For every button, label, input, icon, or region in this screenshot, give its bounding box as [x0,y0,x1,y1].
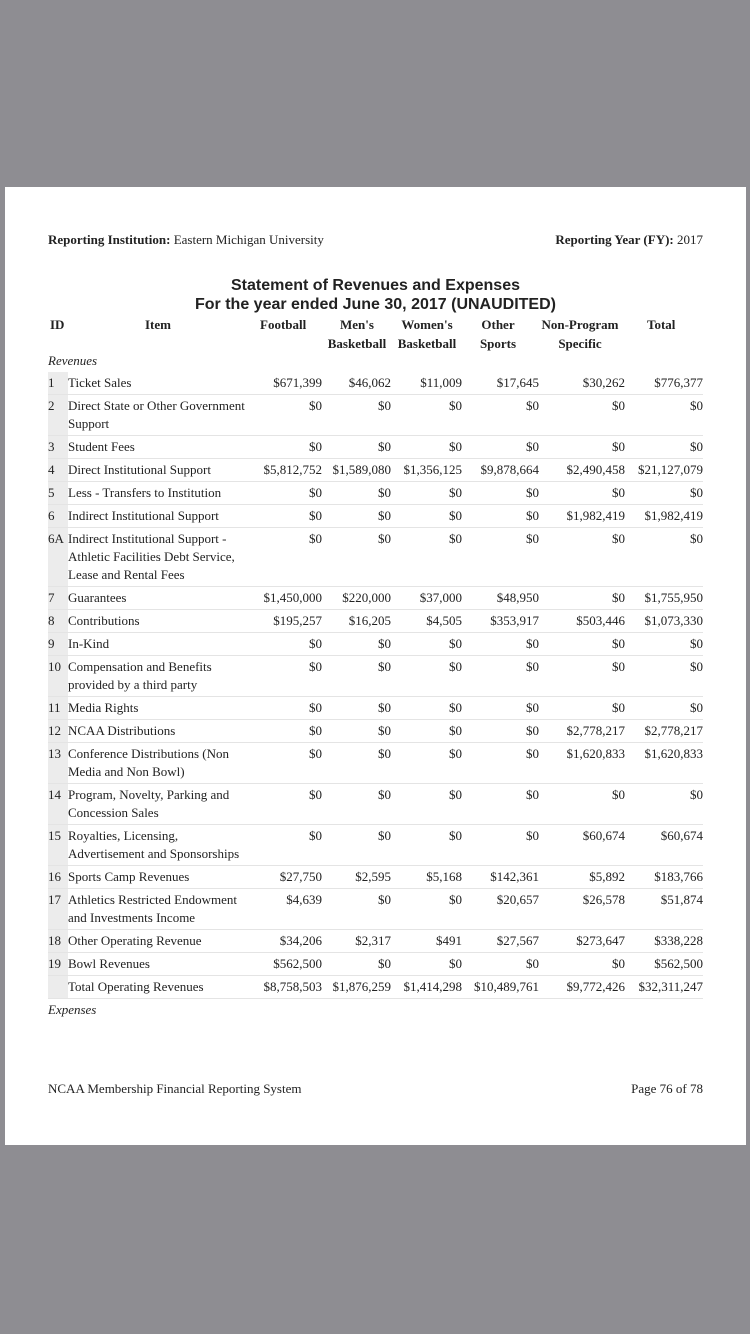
cell-total: $60,674 [625,825,703,866]
cell-mens-basketball: $0 [322,436,391,459]
col-header-other-line1: Other [481,317,515,332]
institution-value: Eastern Michigan University [173,232,324,247]
row-id: 11 [48,697,68,720]
cell-total: $338,228 [625,930,703,953]
cell-other-sports: $0 [462,528,539,587]
institution-label: Reporting Institution: [48,232,171,247]
row-id: 19 [48,953,68,976]
cell-total: $0 [625,784,703,825]
col-header-other-line2: Sports [479,336,517,351]
col-header-total: Total [647,317,676,332]
row-id: 18 [48,930,68,953]
col-header-womens-line1: Women's [401,317,453,332]
cell-mens-basketball: $0 [322,784,391,825]
cell-mens-basketball: $0 [322,743,391,784]
reporting-institution [48,232,324,248]
cell-womens-basketball: $0 [391,482,462,505]
col-header-item: Item [145,317,171,332]
row-id: 1 [48,372,68,395]
cell-non-program: $1,982,419 [539,505,625,528]
table-row [48,743,703,784]
row-id [48,976,68,999]
row-item: Sports Camp Revenues [68,866,251,889]
cell-non-program: $0 [539,482,625,505]
table-row [48,610,703,633]
col-header-mens-basketball [321,315,393,353]
cell-mens-basketball: $46,062 [322,372,391,395]
cell-other-sports: $0 [462,482,539,505]
cell-football: $0 [251,505,322,528]
cell-football: $4,639 [251,889,322,930]
cell-football: $195,257 [251,610,322,633]
cell-total: $51,874 [625,889,703,930]
row-id: 7 [48,587,68,610]
table-row [48,587,703,610]
cell-other-sports: $0 [462,505,539,528]
cell-football: $27,750 [251,866,322,889]
cell-total: $776,377 [625,372,703,395]
table-row [48,528,703,587]
row-item: Indirect Institutional Support - Athletic Facilities Debt Service, Lease and Rental Fees [68,528,251,587]
cell-total: $0 [625,697,703,720]
cell-other-sports: $0 [462,697,539,720]
cell-total: $1,073,330 [625,610,703,633]
cell-non-program: $0 [539,953,625,976]
table-row [48,720,703,743]
cell-mens-basketball: $0 [322,633,391,656]
cell-other-sports: $0 [462,784,539,825]
row-id: 2 [48,395,68,436]
cell-football: $0 [251,436,322,459]
table-row [48,866,703,889]
col-header-non-program-specific [534,315,626,353]
revenues-table [48,350,703,1021]
cell-womens-basketball: $5,168 [391,866,462,889]
row-item: Athletics Restricted Endowment and Investments Income [68,889,251,930]
cell-other-sports: $20,657 [462,889,539,930]
cell-non-program: $1,620,833 [539,743,625,784]
cell-football: $0 [251,656,322,697]
cell-total: $0 [625,436,703,459]
row-item: Direct State or Other Government Support [68,395,251,436]
cell-football: $562,500 [251,953,322,976]
cell-non-program: $5,892 [539,866,625,889]
statement-subtitle: For the year ended June 30, 2017 (UNAUDITED) [195,296,556,313]
row-id: 9 [48,633,68,656]
table-row [48,697,703,720]
row-id: 13 [48,743,68,784]
table-row [48,633,703,656]
col-header-football: Football [260,317,307,332]
cell-other-sports: $10,489,761 [462,976,539,999]
cell-mens-basketball: $2,317 [322,930,391,953]
row-id: 6 [48,505,68,528]
cell-non-program: $2,778,217 [539,720,625,743]
cell-womens-basketball: $0 [391,953,462,976]
cell-other-sports: $0 [462,395,539,436]
table-row [48,976,703,999]
row-item: Guarantees [68,587,251,610]
cell-other-sports: $0 [462,825,539,866]
cell-football: $1,450,000 [251,587,322,610]
cell-football: $0 [251,395,322,436]
col-header-womens-line2: Basketball [397,336,457,351]
row-item: Ticket Sales [68,372,251,395]
cell-football: $5,812,752 [251,459,322,482]
cell-total: $1,620,833 [625,743,703,784]
reporting-year [555,232,703,248]
cell-total: $1,982,419 [625,505,703,528]
cell-womens-basketball: $11,009 [391,372,462,395]
row-item: Direct Institutional Support [68,459,251,482]
cell-football: $0 [251,720,322,743]
row-item: Contributions [68,610,251,633]
cell-football: $0 [251,528,322,587]
col-header-womens-basketball [391,315,463,353]
col-header-id: ID [50,317,65,332]
cell-total: $0 [625,528,703,587]
cell-mens-basketball: $0 [322,889,391,930]
cell-non-program: $0 [539,784,625,825]
cell-womens-basketball: $0 [391,436,462,459]
cell-total: $562,500 [625,953,703,976]
row-item: Total Operating Revenues [68,976,251,999]
cell-football: $0 [251,743,322,784]
cell-non-program: $2,490,458 [539,459,625,482]
cell-womens-basketball: $0 [391,633,462,656]
section-label: Revenues [48,353,98,368]
cell-other-sports: $0 [462,436,539,459]
cell-mens-basketball: $220,000 [322,587,391,610]
cell-non-program: $60,674 [539,825,625,866]
col-header-other-sports [473,315,523,353]
cell-womens-basketball: $0 [391,825,462,866]
row-item: Other Operating Revenue [68,930,251,953]
cell-womens-basketball: $0 [391,697,462,720]
year-label: Reporting Year (FY): [555,232,674,247]
cell-other-sports: $353,917 [462,610,539,633]
table-row [48,930,703,953]
row-id: 8 [48,610,68,633]
cell-mens-basketball: $0 [322,953,391,976]
cell-total: $183,766 [625,866,703,889]
cell-mens-basketball: $0 [322,395,391,436]
row-item: Program, Novelty, Parking and Concession Sales [68,784,251,825]
cell-womens-basketball: $37,000 [391,587,462,610]
row-id: 6A [48,528,68,587]
cell-non-program: $0 [539,528,625,587]
row-item: Royalties, Licensing, Advertisement and Sponsorships [68,825,251,866]
cell-total: $32,311,247 [625,976,703,999]
cell-non-program: $0 [539,656,625,697]
cell-football: $34,206 [251,930,322,953]
cell-football: $8,758,503 [251,976,322,999]
cell-total: $0 [625,633,703,656]
row-id: 12 [48,720,68,743]
table-row [48,889,703,930]
row-item: NCAA Distributions [68,720,251,743]
cell-non-program: $9,772,426 [539,976,625,999]
row-id: 17 [48,889,68,930]
row-item: Media Rights [68,697,251,720]
cell-womens-basketball: $0 [391,395,462,436]
row-item: Conference Distributions (Non Media and Non Bowl) [68,743,251,784]
cell-total: $1,755,950 [625,587,703,610]
section-expenses [48,999,703,1022]
cell-mens-basketball: $2,595 [322,866,391,889]
section-label: Expenses [48,1002,97,1017]
cell-other-sports: $0 [462,633,539,656]
table-row [48,482,703,505]
cell-other-sports: $0 [462,953,539,976]
cell-non-program: $30,262 [539,372,625,395]
table-row [48,459,703,482]
cell-total: $2,778,217 [625,720,703,743]
section-revenues [48,350,703,372]
table-row [48,395,703,436]
cell-other-sports: $0 [462,743,539,784]
cell-womens-basketball: $1,356,125 [391,459,462,482]
cell-mens-basketball: $1,589,080 [322,459,391,482]
table-row [48,953,703,976]
table-row [48,436,703,459]
cell-other-sports: $17,645 [462,372,539,395]
row-item: Student Fees [68,436,251,459]
cell-womens-basketball: $0 [391,720,462,743]
cell-womens-basketball: $1,414,298 [391,976,462,999]
footer-system: NCAA Membership Financial Reporting System [48,1081,302,1096]
cell-total: $0 [625,395,703,436]
row-id: 5 [48,482,68,505]
cell-football: $0 [251,697,322,720]
table-row [48,372,703,395]
cell-total: $21,127,079 [625,459,703,482]
cell-womens-basketball: $0 [391,656,462,697]
row-id: 16 [48,866,68,889]
cell-mens-basketball: $0 [322,720,391,743]
row-item: In-Kind [68,633,251,656]
cell-football: $671,399 [251,372,322,395]
cell-non-program: $0 [539,697,625,720]
row-item: Less - Transfers to Institution [68,482,251,505]
table-row [48,505,703,528]
row-item: Compensation and Benefits provided by a third party [68,656,251,697]
year-value: 2017 [677,232,703,247]
cell-other-sports: $142,361 [462,866,539,889]
col-header-nonprog-line2: Specific [558,336,602,351]
row-id: 3 [48,436,68,459]
cell-other-sports: $48,950 [462,587,539,610]
cell-non-program: $503,446 [539,610,625,633]
footer-page-number: Page 76 of 78 [631,1081,703,1096]
cell-total: $0 [625,656,703,697]
cell-non-program: $0 [539,395,625,436]
cell-non-program: $26,578 [539,889,625,930]
cell-mens-basketball: $0 [322,697,391,720]
cell-mens-basketball: $0 [322,528,391,587]
cell-mens-basketball: $0 [322,505,391,528]
cell-other-sports: $0 [462,720,539,743]
row-item: Indirect Institutional Support [68,505,251,528]
col-header-mens-line2: Basketball [327,336,387,351]
cell-mens-basketball: $16,205 [322,610,391,633]
col-header-nonprog-line1: Non-Program [541,317,619,332]
cell-womens-basketball: $0 [391,743,462,784]
cell-mens-basketball: $0 [322,656,391,697]
cell-non-program: $0 [539,633,625,656]
cell-football: $0 [251,482,322,505]
cell-non-program: $273,647 [539,930,625,953]
cell-football: $0 [251,633,322,656]
cell-womens-basketball: $0 [391,889,462,930]
row-id: 14 [48,784,68,825]
cell-womens-basketball: $0 [391,505,462,528]
cell-mens-basketball: $0 [322,482,391,505]
table-row [48,825,703,866]
cell-womens-basketball: $0 [391,528,462,587]
row-item: Bowl Revenues [68,953,251,976]
report-page [5,187,746,1145]
cell-total: $0 [625,482,703,505]
cell-football: $0 [251,825,322,866]
col-header-mens-line1: Men's [340,317,374,332]
table-row [48,656,703,697]
cell-other-sports: $9,878,664 [462,459,539,482]
cell-mens-basketball: $0 [322,825,391,866]
table-row [48,784,703,825]
cell-other-sports: $0 [462,656,539,697]
cell-womens-basketball: $0 [391,784,462,825]
cell-womens-basketball: $4,505 [391,610,462,633]
cell-non-program: $0 [539,436,625,459]
cell-football: $0 [251,784,322,825]
cell-womens-basketball: $491 [391,930,462,953]
cell-mens-basketball: $1,876,259 [322,976,391,999]
cell-other-sports: $27,567 [462,930,539,953]
row-id: 15 [48,825,68,866]
row-id: 10 [48,656,68,697]
cell-non-program: $0 [539,587,625,610]
statement-title: Statement of Revenues and Expenses [231,277,520,294]
row-id: 4 [48,459,68,482]
